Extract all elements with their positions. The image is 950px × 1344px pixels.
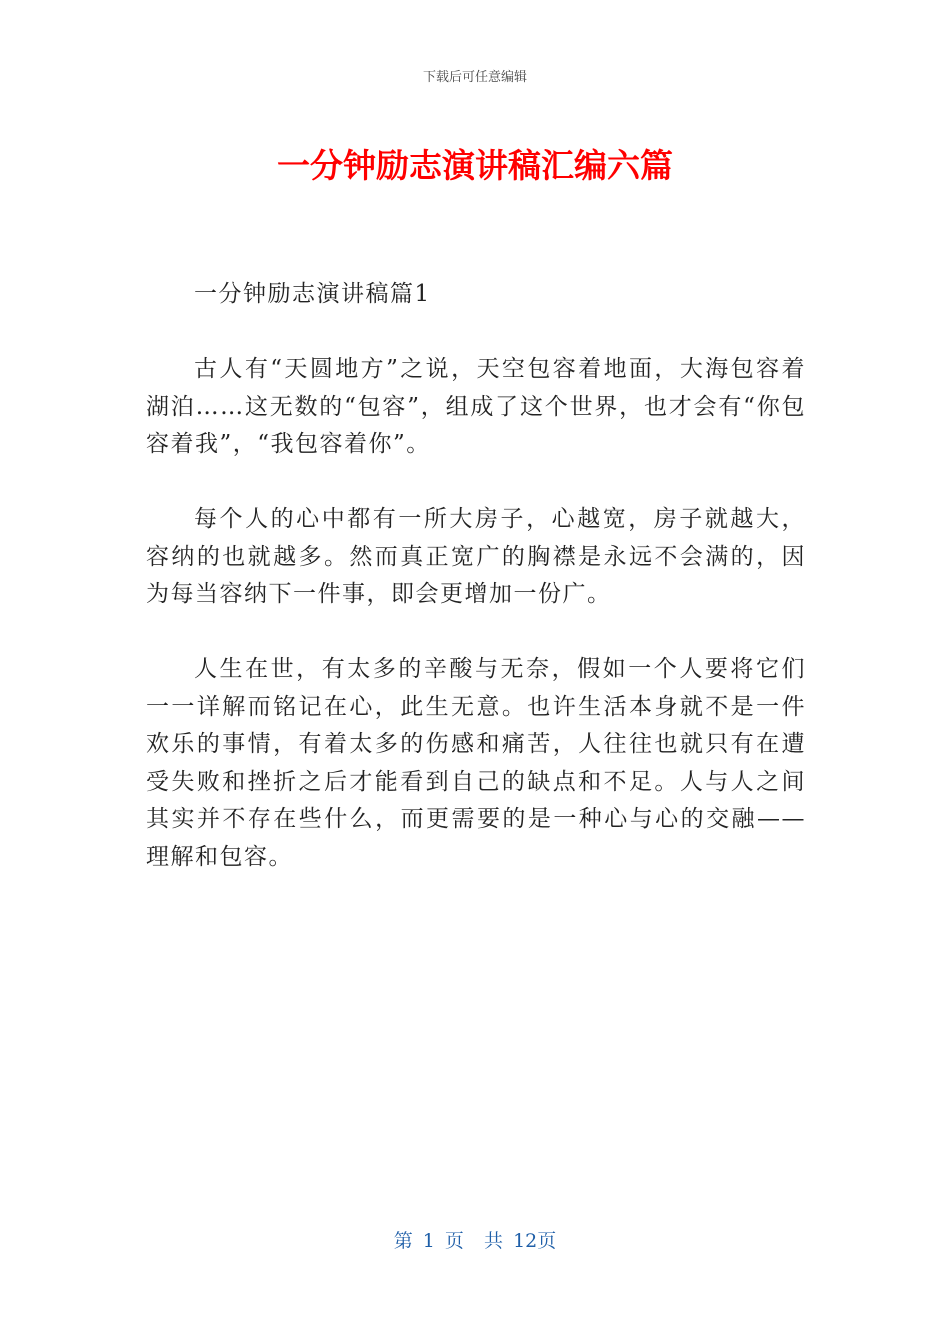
document-title: 一分钟励志演讲稿汇编六篇: [277, 146, 673, 185]
document-body: [146, 276, 806, 914]
footer-current-page: 1: [422, 1230, 435, 1252]
footer-suffix: 页: [537, 1230, 557, 1252]
paragraph-2: 每个人的心中都有一所大房子，心越宽，房子就越大，容纳的也就越多。然而真正宽广的胸襟是永远不会满的，因为每当容纳下一件事，即会更增加一份广。: [146, 506, 806, 607]
section-heading: 一分钟励志演讲稿篇1: [194, 281, 431, 307]
footer-middle: 页 共: [444, 1230, 504, 1252]
page-footer: [0, 1226, 950, 1253]
paragraph-1: 古人有“天圆地方”之说，天空包容着地面，大海包容着湖泊……这无数的“包容”，组成了这个世界，也才会有“你包容着我”，“我包容着你”。: [146, 356, 806, 457]
footer-prefix: 第: [393, 1230, 413, 1252]
footer-total-pages: 12: [513, 1230, 538, 1252]
header-note: 下载后可任意编辑: [422, 70, 527, 85]
paragraph-3: 人生在世，有太多的辛酸与无奈，假如一个人要将它们一一详解而铭记在心，此生无意。也许生活本身就不是一件欢乐的事情，有着太多的伤感和痛苦，人往往也就只有在遭受失败和挫折之后才能看到自己的缺点和不足。人与人之间其实并不存在些什么，而更需要的是一种心与心的交融——理解和包容。: [146, 656, 806, 870]
